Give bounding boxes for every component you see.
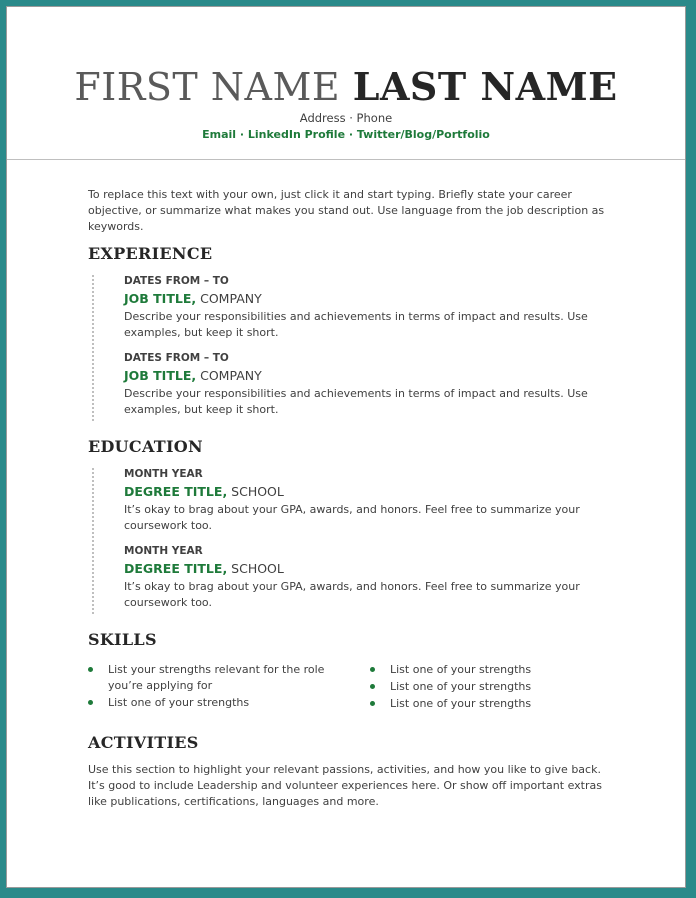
skills-heading: SKILLS xyxy=(88,630,157,649)
skill-item xyxy=(370,679,620,695)
header-divider xyxy=(7,159,685,160)
school: SCHOOL xyxy=(227,484,284,499)
degree-title: DEGREE TITLE, xyxy=(124,484,228,499)
address-line: Address · Phone xyxy=(299,111,393,125)
entry-description: It’s okay to brag about your GPA, awards, and honors. Feel free to summarize your coursework too. xyxy=(124,580,580,609)
entry-description: It’s okay to brag about your GPA, awards, and honors. Feel free to summarize your coursework too. xyxy=(124,503,580,532)
skill-text: List your strengths relevant for the role you’re applying for xyxy=(108,663,325,692)
skills-list-right xyxy=(370,662,620,713)
experience-timeline xyxy=(92,275,94,421)
objective-text: To replace this text with your own, just click it and start typing. Briefly state your career objective, or summarize what makes you stand out. Use language from the job description as keywords. xyxy=(88,188,605,233)
bullet-icon xyxy=(88,667,93,672)
skills-list-left xyxy=(88,662,348,712)
skill-text: List one of your strengths xyxy=(390,697,532,710)
entry-dates: DATES FROM – TO xyxy=(124,275,229,287)
skill-text: List one of your strengths xyxy=(390,663,532,676)
first-name: FIRST NAME xyxy=(74,65,341,109)
company: COMPANY xyxy=(196,368,262,383)
entry-title xyxy=(124,483,614,501)
bullet-icon xyxy=(370,701,375,706)
last-name: LAST NAME xyxy=(352,64,618,109)
entry-dates: MONTH YEAR xyxy=(124,468,203,480)
activities-text: Use this section to highlight your relevant passions, activities, and how you like to give back. It’s good to include Leadership and volunteer experiences here. Or show off important extras like publications, certifications, languages and more. xyxy=(88,763,602,808)
entry-dates: DATES FROM – TO xyxy=(124,352,229,364)
job-title: JOB TITLE, xyxy=(124,291,197,306)
job-title: JOB TITLE, xyxy=(124,368,197,383)
entry-title xyxy=(124,290,614,308)
experience-heading: EXPERIENCE xyxy=(88,244,213,263)
entry-dates: MONTH YEAR xyxy=(124,545,203,557)
resume-name xyxy=(7,64,685,110)
skill-item xyxy=(370,662,620,678)
entry-title xyxy=(124,367,614,385)
contact-line: Email · LinkedIn Profile · Twitter/Blog/Portfolio xyxy=(202,128,490,141)
entry-description: Describe your responsibilities and achievements in terms of impact and results. Use examples, but keep it short. xyxy=(124,310,588,339)
bullet-icon xyxy=(88,700,93,705)
education-heading: EDUCATION xyxy=(88,437,203,456)
resume-page xyxy=(6,6,686,888)
skill-text: List one of your strengths xyxy=(108,696,250,709)
bullet-icon xyxy=(370,667,375,672)
skill-item xyxy=(88,695,348,711)
school: SCHOOL xyxy=(227,561,284,576)
company: COMPANY xyxy=(196,291,262,306)
bullet-icon xyxy=(370,684,375,689)
degree-title: DEGREE TITLE, xyxy=(124,561,228,576)
education-timeline xyxy=(92,468,94,614)
skill-item xyxy=(370,696,620,712)
skill-text: List one of your strengths xyxy=(390,680,532,693)
education-entry xyxy=(124,544,614,611)
entry-description: Describe your responsibilities and achievements in terms of impact and results. Use examples, but keep it short. xyxy=(124,387,588,416)
skill-item xyxy=(88,662,348,694)
experience-entry xyxy=(124,274,614,341)
activities-heading: ACTIVITIES xyxy=(88,733,199,752)
experience-entry xyxy=(124,351,614,418)
entry-title xyxy=(124,560,614,578)
education-entry xyxy=(124,467,614,534)
